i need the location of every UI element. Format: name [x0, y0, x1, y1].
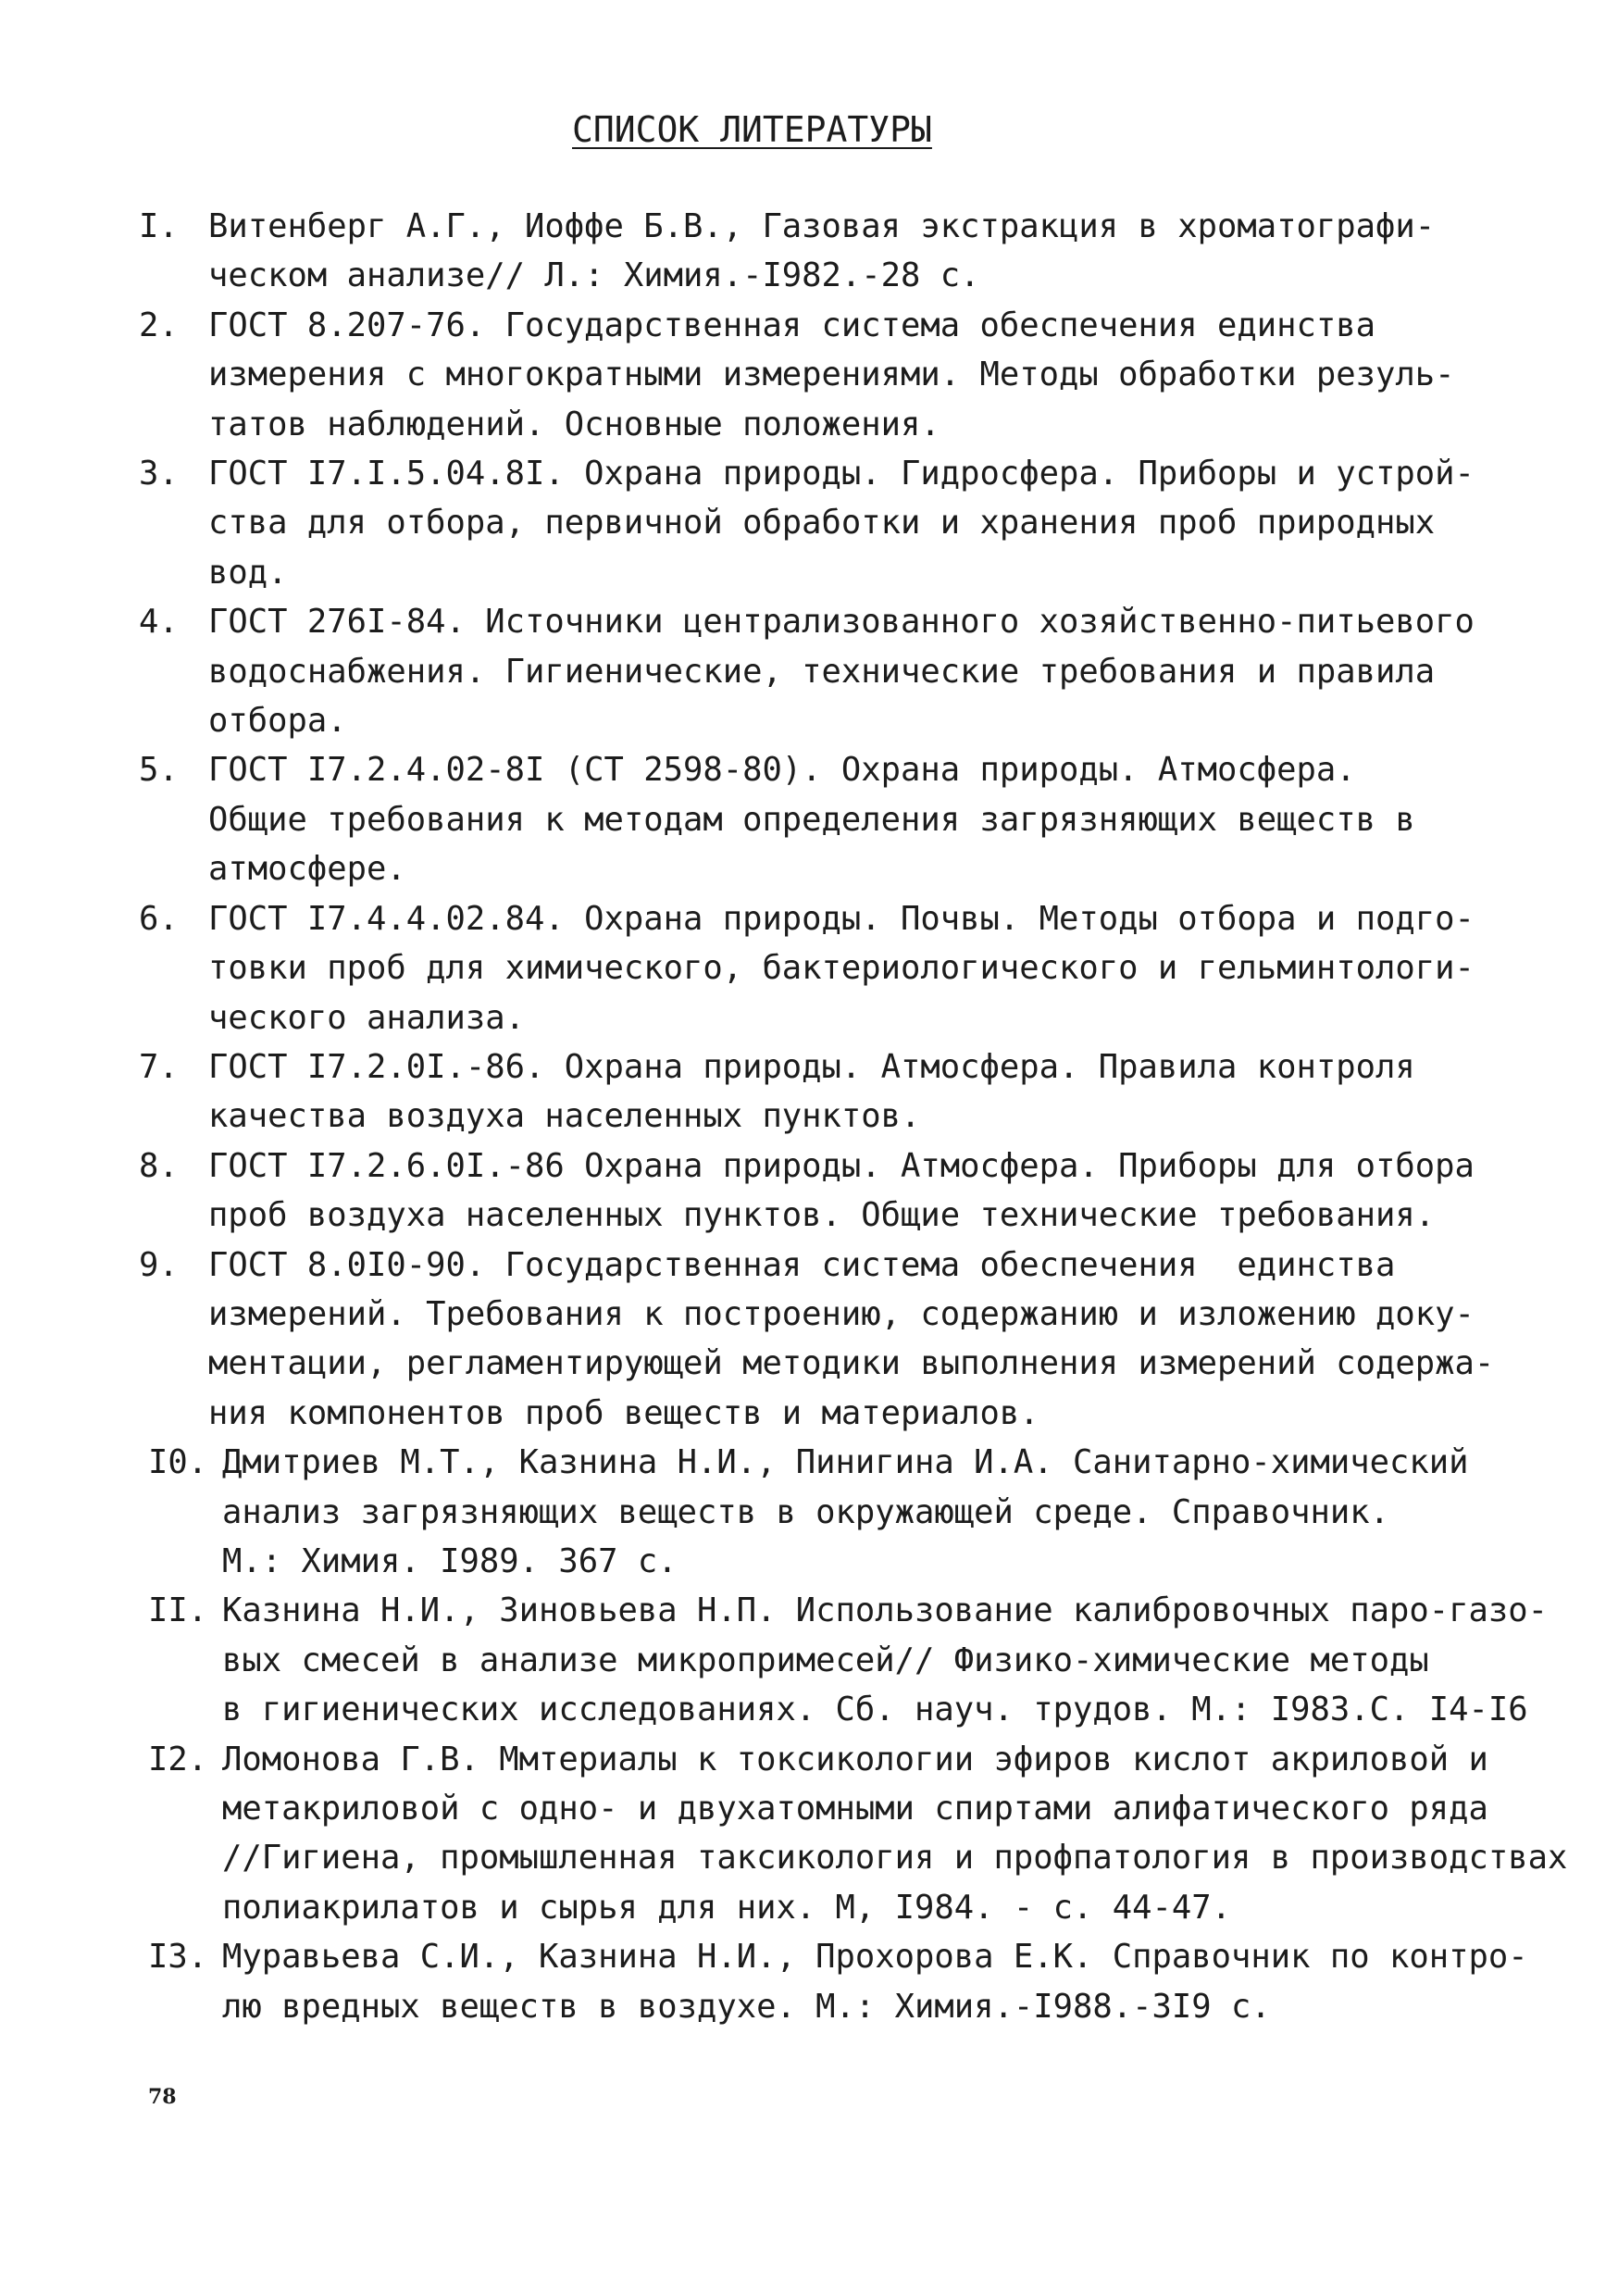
reference-line: Ломонова Г.В. Ммтериалы к токсикологии эфиров кислот акриловой и — [222, 1740, 1488, 1778]
reference-line: ментации, регламентирующей методики выполнения измерений содержа- — [208, 1344, 1495, 1383]
reference-number: I2. — [148, 1740, 208, 1778]
reference-text — [208, 301, 1455, 449]
reference-text — [208, 745, 1415, 893]
reference-line: полиакрилатов и сырья для них. М, I984. - с. 44-47. — [222, 1888, 1232, 1927]
reference-item — [139, 597, 1583, 745]
reference-number: II. — [148, 1591, 208, 1630]
reference-item — [139, 1042, 1583, 1142]
reference-line: проб воздуха населенных пунктов. Общие технические требования. — [208, 1196, 1436, 1235]
reference-line: водоснабжения. Гигиенические, технические требования и правила — [208, 652, 1436, 691]
reference-number: 7. — [139, 1047, 179, 1086]
reference-number: 8. — [139, 1146, 179, 1185]
reference-line: татов наблюдений. Основные положения. — [208, 405, 940, 443]
reference-number: I0. — [148, 1443, 208, 1482]
reference-line: атмосфере. — [208, 850, 406, 889]
reference-line: ГОСТ I7.4.4.02.84. Охрана природы. Почвы. Методы отбора и подго- — [208, 899, 1475, 938]
reference-number: 3. — [139, 455, 179, 493]
reference-text — [208, 202, 1435, 301]
reference-line: отбора. — [208, 702, 347, 741]
reference-text — [208, 894, 1475, 1042]
reference-item — [139, 745, 1583, 893]
reference-line: ства для отбора, первичной обработки и хранения проб природных — [208, 504, 1436, 543]
reference-item — [139, 1735, 1583, 1933]
reference-item — [139, 1586, 1583, 1734]
reference-text — [208, 1042, 1415, 1142]
reference-item — [139, 1438, 1583, 1586]
page-title: СПИСОК ЛИТЕРАТУРЫ — [572, 109, 932, 150]
reference-line: ческом анализе// Л.: Химия.-I982.-28 с. — [208, 256, 980, 295]
reference-item — [139, 1932, 1583, 2031]
reference-line: //Гигиена, промышленная таксикология и профпатология в производствах — [222, 1839, 1568, 1878]
reference-line: вод. — [208, 553, 288, 592]
reference-line: метакриловой с одно- и двухатомными спиртами алифатического ряда — [222, 1790, 1488, 1828]
reference-line: лю вредных веществ в воздухе. М.: Химия.-I988.-3I9 с. — [222, 1987, 1271, 2026]
reference-line: ГОСТ I7.I.5.04.8I. Охрана природы. Гидросфера. Приборы и устрой- — [208, 455, 1475, 493]
reference-text — [208, 1142, 1475, 1241]
reference-line: Дмитриев М.Т., Казнина Н.И., Пинигина И.А. Санитарно-химический — [222, 1443, 1469, 1482]
reference-number: 4. — [139, 603, 179, 642]
reference-line: анализ загрязняющих веществ в окружающей среде. Справочник. — [222, 1492, 1389, 1531]
reference-number: I3. — [148, 1938, 208, 1977]
reference-line: М.: Химия. I989. 367 с. — [222, 1541, 678, 1580]
reference-item — [139, 301, 1583, 449]
reference-line: качества воздуха населенных пунктов. — [208, 1097, 921, 1136]
reference-line: в гигиенических исследованиях. Сб. науч. трудов. М.: I983.С. I4-I6 — [222, 1691, 1528, 1729]
reference-line: ния компонентов проб веществ и материалов. — [208, 1393, 1039, 1432]
reference-item — [139, 894, 1583, 1042]
reference-line: ГОСТ I7.2.6.0I.-86 Охрана природы. Атмосфера. Приборы для отбора — [208, 1146, 1475, 1185]
reference-text — [208, 449, 1475, 597]
reference-number: I. — [139, 207, 179, 245]
reference-number: 2. — [139, 306, 179, 344]
reference-line: Казнина Н.И., Зиновьева Н.П. Использование калибровочных паро-газо- — [222, 1591, 1548, 1630]
reference-line: вых смесей в анализе микропримесей// Физико-химические методы — [222, 1641, 1429, 1679]
reference-line: ГОСТ I7.2.0I.-86. Охрана природы. Атмосфера. Правила контроля — [208, 1047, 1415, 1086]
reference-number: 9. — [139, 1245, 179, 1284]
reference-item — [139, 1142, 1583, 1241]
reference-text — [208, 597, 1475, 745]
reference-line: измерений. Требования к построению, содержанию и изложению доку- — [208, 1294, 1475, 1333]
reference-text — [222, 1735, 1567, 1933]
reference-line: Муравьева С.И., Казнина Н.И., Прохорова Е.К. Справочник по контро- — [222, 1938, 1528, 1977]
reference-line: измерения с многократными измерениями. Методы обработки резуль- — [208, 356, 1455, 394]
reference-item — [139, 449, 1583, 597]
reference-text — [222, 1932, 1528, 2031]
reference-text — [222, 1438, 1469, 1586]
reference-line: ческого анализа. — [208, 998, 525, 1037]
reference-line: ГОСТ I7.2.4.02-8I (СТ 2598-80). Охрана природы. Атмосфера. — [208, 751, 1356, 790]
reference-number: 5. — [139, 751, 179, 790]
reference-line: ГОСТ 8.207-76. Государственная система обеспечения единства — [208, 306, 1375, 344]
reference-line: Витенберг А.Г., Иоффе Б.В., Газовая экстракция в хроматографи- — [208, 207, 1436, 245]
reference-text — [208, 1241, 1494, 1439]
reference-line: товки проб для химического, бактериологического и гельминтологи- — [208, 949, 1475, 988]
page-number: 78 — [148, 2085, 177, 2109]
reference-number: 6. — [139, 899, 179, 938]
reference-text — [222, 1586, 1548, 1734]
reference-list — [139, 202, 1583, 2031]
reference-line: ГОСТ 8.0I0-90. Государственная система обеспечения единства — [208, 1245, 1396, 1284]
reference-line: Общие требования к методам определения загрязняющих веществ в — [208, 800, 1415, 839]
reference-line: ГОСТ 276I-84. Источники централизованного хозяйственно-питьевого — [208, 603, 1475, 642]
reference-item — [139, 202, 1583, 301]
reference-item — [139, 1241, 1583, 1439]
